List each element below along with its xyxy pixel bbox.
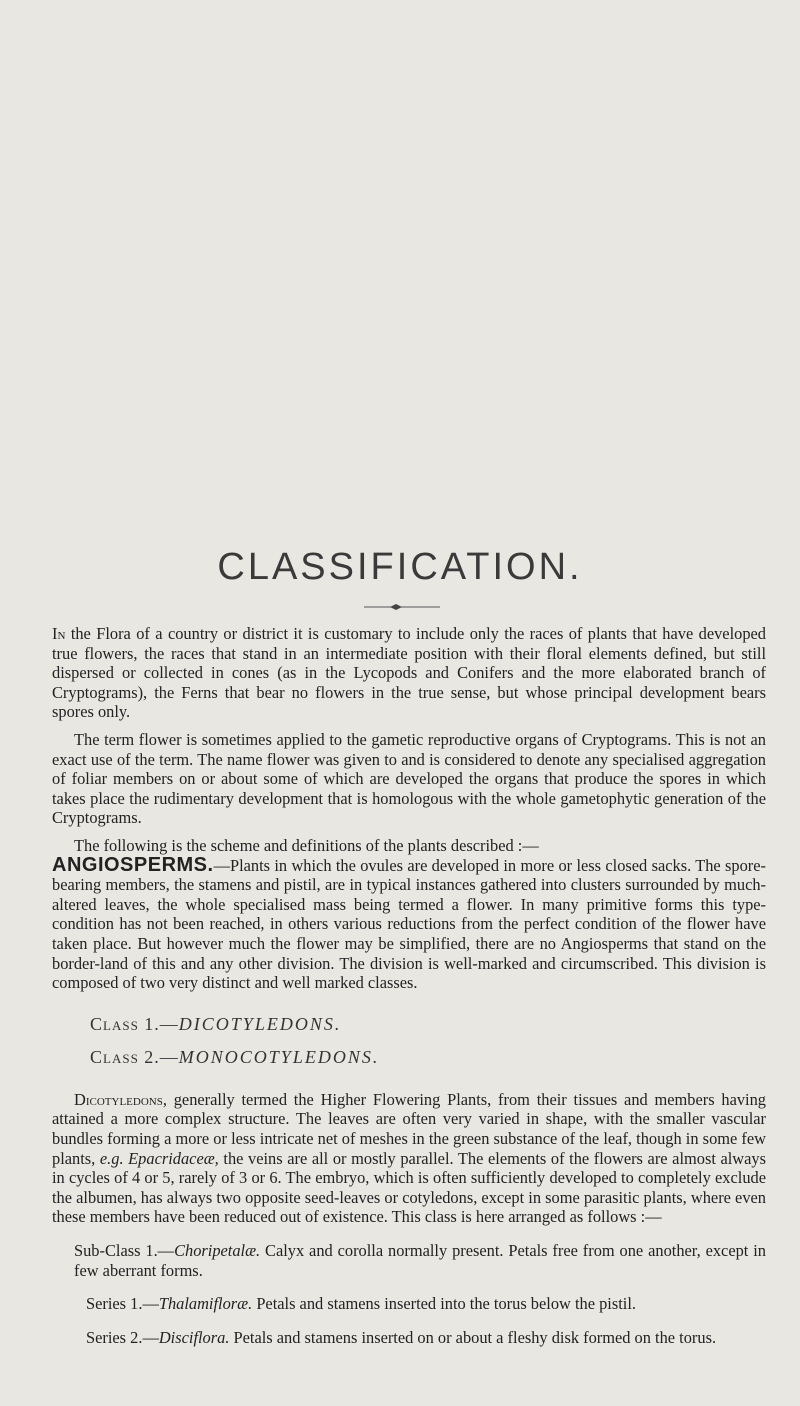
series-2-name: Disciflora. <box>158 1327 230 1347</box>
class-1-line <box>52 1015 766 1035</box>
intro-text: the Flora of a country or district it is customary to include only the races of plants that have developed true flowers, the races that stand in an intermediate position with their floral elements defined, but still dispersed or collected in cones (as in the Lycopods and Conifers and the more elaborated branch of Cryptograms), the Ferns that bear no flowers in the true sense, but whose principal development bears spores only. <box>52 624 766 722</box>
page-title: CLASSIFICATION. <box>217 546 583 588</box>
class-1-dash: — <box>159 1013 179 1034</box>
dicotyledons-paragraph <box>52 1090 766 1227</box>
class-1-label: Class 1. <box>90 1013 160 1034</box>
class-2-name: MONOCOTYLEDONS. <box>178 1047 380 1068</box>
dicot-text-b: the veins are all or mostly parallel. The elements of the flowers are almost always in cycles of 4 or 5, rarely of 3 or 6. The embryo, which is often sufficiently developed to completely exclude the albumen, has always two opposite seed-leaves or cotyledons, except in some parasitic plants, where even these members have been reduced out of existence. This class is here arranged as follows :— <box>52 1148 766 1227</box>
series-1-name: Thalamifloræ. <box>158 1294 253 1314</box>
intro-paragraph <box>52 624 766 722</box>
subclass-1 <box>52 1241 766 1280</box>
intro-lead: In <box>52 624 66 643</box>
class-1-name: DICOTYLEDONS. <box>178 1013 342 1034</box>
series-1-text: Petals and stamens inserted into the torus below the pistil. <box>256 1294 636 1314</box>
class-2-line <box>52 1048 766 1068</box>
angiosperms-paragraph <box>52 853 766 993</box>
angiosperms-text: —Plants in which the ovules are developed in more or less closed sacks. The spore-bearing members, the stamens and pistil, are in typical instances gathered into clusters surrounded by much-altered leaves, the whole specialised mass being termed a flower. In many primitive forms this type-condition has not been reached, in others various reductions from the perfect condition of the flower have taken place. But however much the flower may be simplified, there are no Angiosperms that stand on the border-land of this and any other division. The division is well-marked and circumscribed. This division is composed of two very distinct and well marked classes. <box>52 855 766 993</box>
subclass-1-label: Sub-Class 1.— <box>74 1241 175 1261</box>
dicot-lead: Dicotyledons, <box>74 1089 167 1109</box>
flower-term-paragraph: The term flower is sometimes applied to the gametic reproductive organs of Cryptograms. This is not an exact use of the term. The name flower was given to and is considered to denote any specialised aggregation of foliar members on or about some of which are developed the organs that produce the spores in which takes place the rudimentary development that is homologous with the whole gametophytic generation of the Cryptograms. <box>52 729 766 828</box>
class-2-dash: — <box>159 1047 179 1068</box>
subclass-1-name: Choripetalæ. <box>174 1241 261 1261</box>
dicot-family: Epacridaceæ, <box>128 1148 219 1168</box>
body-text <box>52 624 766 1347</box>
subclass-1-text: Calyx and corolla normally present. Petals free from one another, except in few aberrant forms. <box>74 1241 766 1280</box>
series-1 <box>52 1294 766 1314</box>
class-2-label: Class 2. <box>90 1047 160 1068</box>
scheme-intro: The following is the scheme and definitions of the plants described :— <box>74 835 539 855</box>
series-2 <box>52 1328 766 1348</box>
angiosperms-heading: ANGIOSPERMS. <box>52 853 214 876</box>
series-2-label: Series 2.— <box>86 1327 159 1347</box>
title-ornament <box>362 603 442 611</box>
dicot-text-a: generally termed the Higher Flowering Plants, from their tissues and members having attained a more complex structure. The leaves are often very varied in shape, with the smaller vascular bundles forming a more or less intricate net of meshes in the green substance of the leaf, though in some few plants, <box>52 1089 766 1168</box>
series-2-text: Petals and stamens inserted on or about a fleshy disk formed on the torus. <box>233 1327 717 1347</box>
dicot-eg: e.g. <box>99 1148 124 1168</box>
series-1-label: Series 1.— <box>86 1294 159 1314</box>
